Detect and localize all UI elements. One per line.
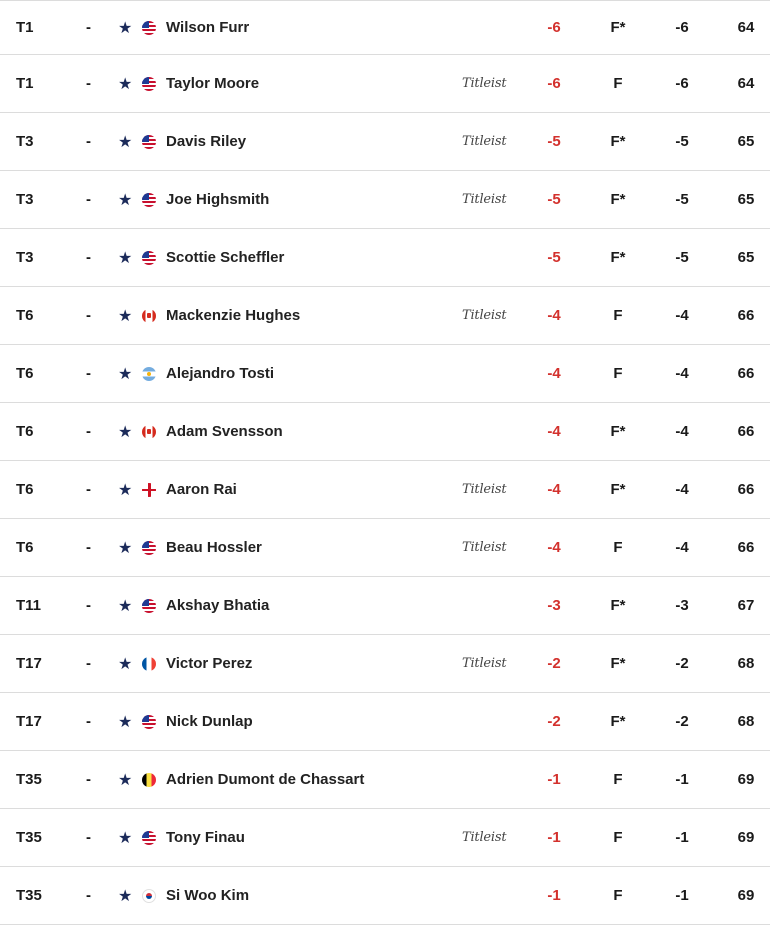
thru: F*	[610, 481, 626, 498]
favorite-star-icon[interactable]: ★	[118, 365, 133, 383]
round-strokes: 66	[737, 539, 755, 556]
favorite-star-icon[interactable]: ★	[118, 771, 133, 789]
player-name[interactable]: Adam Svensson	[166, 423, 283, 440]
leaderboard-row[interactable]	[0, 751, 770, 809]
movement: -	[86, 655, 91, 672]
total-score: -1	[547, 887, 561, 904]
leaderboard-row[interactable]	[0, 0, 770, 55]
leaderboard-row[interactable]	[0, 577, 770, 635]
position: T6	[16, 365, 34, 382]
round-strokes: 69	[737, 771, 755, 788]
country-flag-icon	[142, 287, 156, 344]
country-flag-icon	[142, 171, 156, 228]
total-score: -1	[547, 771, 561, 788]
movement: -	[86, 887, 91, 904]
leaderboard-row[interactable]	[0, 55, 770, 113]
round-score: -4	[675, 307, 689, 324]
player-name[interactable]: Tony Finau	[166, 829, 245, 846]
round-strokes: 67	[737, 597, 755, 614]
usa-flag-icon	[142, 77, 156, 91]
round-strokes: 69	[737, 887, 755, 904]
leaderboard-row[interactable]	[0, 867, 770, 925]
country-flag-icon	[142, 867, 156, 924]
player-name[interactable]: Joe Highsmith	[166, 191, 270, 208]
usa-flag-icon	[142, 831, 156, 845]
can-flag-icon	[142, 425, 156, 439]
thru: F	[613, 539, 623, 556]
position: T6	[16, 481, 34, 498]
favorite-star-icon[interactable]: ★	[118, 75, 133, 93]
round-strokes: 68	[737, 713, 755, 730]
country-flag-icon	[142, 809, 156, 866]
can-flag-icon	[142, 309, 156, 323]
sponsor-logo: Titleist	[462, 134, 507, 149]
leaderboard-row[interactable]	[0, 287, 770, 345]
player-name[interactable]: Beau Hossler	[166, 539, 262, 556]
round-score: -3	[675, 597, 689, 614]
round-strokes: 66	[737, 365, 755, 382]
favorite-star-icon[interactable]: ★	[118, 307, 133, 325]
position: T17	[16, 655, 42, 672]
usa-flag-icon	[142, 541, 156, 555]
total-score: -4	[547, 423, 561, 440]
thru: F*	[610, 655, 626, 672]
player-name[interactable]: Adrien Dumont de Chassart	[166, 771, 365, 788]
leaderboard-row[interactable]	[0, 229, 770, 287]
country-flag-icon	[142, 229, 156, 286]
player-name[interactable]: Nick Dunlap	[166, 713, 253, 730]
movement: -	[86, 423, 91, 440]
round-strokes: 69	[737, 829, 755, 846]
player-name[interactable]: Taylor Moore	[166, 75, 260, 92]
movement: -	[86, 713, 91, 730]
leaderboard-row[interactable]	[0, 693, 770, 751]
movement: -	[86, 19, 91, 36]
fra-flag-icon	[142, 657, 156, 671]
total-score: -3	[547, 597, 561, 614]
position: T35	[16, 771, 42, 788]
position: T11	[16, 597, 42, 614]
thru: F	[613, 829, 623, 846]
movement: -	[86, 365, 91, 382]
leaderboard-row[interactable]	[0, 171, 770, 229]
total-score: -5	[547, 133, 561, 150]
round-strokes: 68	[737, 655, 755, 672]
player-name[interactable]: Alejandro Tosti	[166, 365, 275, 382]
country-flag-icon	[142, 461, 156, 518]
movement: -	[86, 829, 91, 846]
player-name[interactable]: Akshay Bhatia	[166, 597, 270, 614]
thru: F*	[610, 249, 626, 266]
total-score: -4	[547, 481, 561, 498]
usa-flag-icon	[142, 599, 156, 613]
round-strokes: 65	[737, 133, 755, 150]
country-flag-icon	[142, 403, 156, 460]
sponsor-logo: Titleist	[462, 656, 507, 671]
round-strokes: 64	[737, 75, 755, 92]
round-score: -5	[675, 249, 689, 266]
movement: -	[86, 597, 91, 614]
usa-flag-icon	[142, 193, 156, 207]
sponsor-logo: Titleist	[462, 540, 507, 555]
sponsor-logo: Titleist	[462, 308, 507, 323]
movement: -	[86, 539, 91, 556]
round-strokes: 66	[737, 423, 755, 440]
sponsor-logo: Titleist	[462, 482, 507, 497]
usa-flag-icon	[142, 135, 156, 149]
position: T17	[16, 713, 42, 730]
round-score: -1	[675, 887, 689, 904]
thru: F	[613, 771, 623, 788]
movement: -	[86, 481, 91, 498]
country-flag-icon	[142, 635, 156, 692]
round-score: -1	[675, 771, 689, 788]
movement: -	[86, 133, 91, 150]
round-score: -5	[675, 191, 689, 208]
thru: F*	[610, 597, 626, 614]
round-strokes: 65	[737, 191, 755, 208]
usa-flag-icon	[142, 21, 156, 35]
movement: -	[86, 75, 91, 92]
country-flag-icon	[142, 577, 156, 634]
sponsor-logo: Titleist	[462, 830, 507, 845]
player-name[interactable]: Si Woo Kim	[166, 887, 250, 904]
favorite-star-icon[interactable]: ★	[118, 829, 133, 847]
favorite-star-icon[interactable]: ★	[118, 19, 133, 37]
movement: -	[86, 307, 91, 324]
country-flag-icon	[142, 751, 156, 808]
country-flag-icon	[142, 345, 156, 402]
movement: -	[86, 771, 91, 788]
thru: F*	[610, 19, 626, 36]
position: T6	[16, 307, 34, 324]
round-score: -4	[675, 481, 689, 498]
leaderboard-row[interactable]	[0, 635, 770, 693]
thru: F*	[610, 191, 626, 208]
country-flag-icon	[142, 519, 156, 576]
country-flag-icon	[142, 693, 156, 750]
kor-flag-icon	[142, 889, 156, 903]
eng-flag-icon	[142, 483, 156, 497]
thru: F	[613, 75, 623, 92]
movement: -	[86, 191, 91, 208]
total-score: -4	[547, 307, 561, 324]
movement: -	[86, 249, 91, 266]
total-score: -6	[547, 19, 561, 36]
round-strokes: 65	[737, 249, 755, 266]
position: T1	[16, 19, 34, 36]
round-score: -4	[675, 423, 689, 440]
total-score: -5	[547, 191, 561, 208]
total-score: -6	[547, 75, 561, 92]
favorite-star-icon[interactable]: ★	[118, 423, 133, 441]
usa-flag-icon	[142, 251, 156, 265]
round-score: -2	[675, 713, 689, 730]
round-strokes: 64	[737, 19, 755, 36]
country-flag-icon	[142, 1, 156, 54]
position: T6	[16, 423, 34, 440]
position: T3	[16, 249, 34, 266]
thru: F*	[610, 423, 626, 440]
total-score: -1	[547, 829, 561, 846]
thru: F	[613, 365, 623, 382]
sponsor-logo: Titleist	[462, 192, 507, 207]
favorite-star-icon[interactable]: ★	[118, 481, 133, 499]
country-flag-icon	[142, 113, 156, 170]
thru: F*	[610, 133, 626, 150]
usa-flag-icon	[142, 715, 156, 729]
round-score: -1	[675, 829, 689, 846]
round-score: -4	[675, 539, 689, 556]
sponsor-logo: Titleist	[462, 76, 507, 91]
position: T35	[16, 887, 42, 904]
leaderboard-row[interactable]	[0, 519, 770, 577]
country-flag-icon	[142, 55, 156, 112]
thru: F	[613, 887, 623, 904]
leaderboard-row[interactable]	[0, 345, 770, 403]
round-score: -4	[675, 365, 689, 382]
total-score: -5	[547, 249, 561, 266]
round-strokes: 66	[737, 307, 755, 324]
player-name[interactable]: Davis Riley	[166, 133, 247, 150]
total-score: -4	[547, 365, 561, 382]
round-score: -5	[675, 133, 689, 150]
round-score: -6	[675, 75, 689, 92]
player-name[interactable]: Aaron Rai	[166, 481, 237, 498]
leaderboard-row[interactable]	[0, 113, 770, 171]
leaderboard-row[interactable]	[0, 403, 770, 461]
favorite-star-icon[interactable]: ★	[118, 191, 133, 209]
leaderboard-row[interactable]	[0, 461, 770, 519]
favorite-star-icon[interactable]: ★	[118, 539, 133, 557]
position: T35	[16, 829, 42, 846]
player-name[interactable]: Scottie Scheffler	[166, 249, 285, 266]
thru: F	[613, 307, 623, 324]
position: T1	[16, 75, 34, 92]
position: T6	[16, 539, 34, 556]
total-score: -4	[547, 539, 561, 556]
player-name[interactable]: Wilson Furr	[166, 19, 250, 36]
thru: F*	[610, 713, 626, 730]
player-name[interactable]: Mackenzie Hughes	[166, 307, 301, 324]
total-score: -2	[547, 655, 561, 672]
total-score: -2	[547, 713, 561, 730]
arg-flag-icon	[142, 367, 156, 381]
leaderboard-row[interactable]	[0, 809, 770, 867]
position: T3	[16, 133, 34, 150]
position: T3	[16, 191, 34, 208]
favorite-star-icon[interactable]: ★	[118, 713, 133, 731]
favorite-star-icon[interactable]: ★	[118, 887, 133, 905]
round-strokes: 66	[737, 481, 755, 498]
favorite-star-icon[interactable]: ★	[118, 249, 133, 267]
round-score: -6	[675, 19, 689, 36]
favorite-star-icon[interactable]: ★	[118, 133, 133, 151]
favorite-star-icon[interactable]: ★	[118, 655, 133, 673]
player-name[interactable]: Victor Perez	[166, 655, 253, 672]
bel-flag-icon	[142, 773, 156, 787]
round-score: -2	[675, 655, 689, 672]
favorite-star-icon[interactable]: ★	[118, 597, 133, 615]
